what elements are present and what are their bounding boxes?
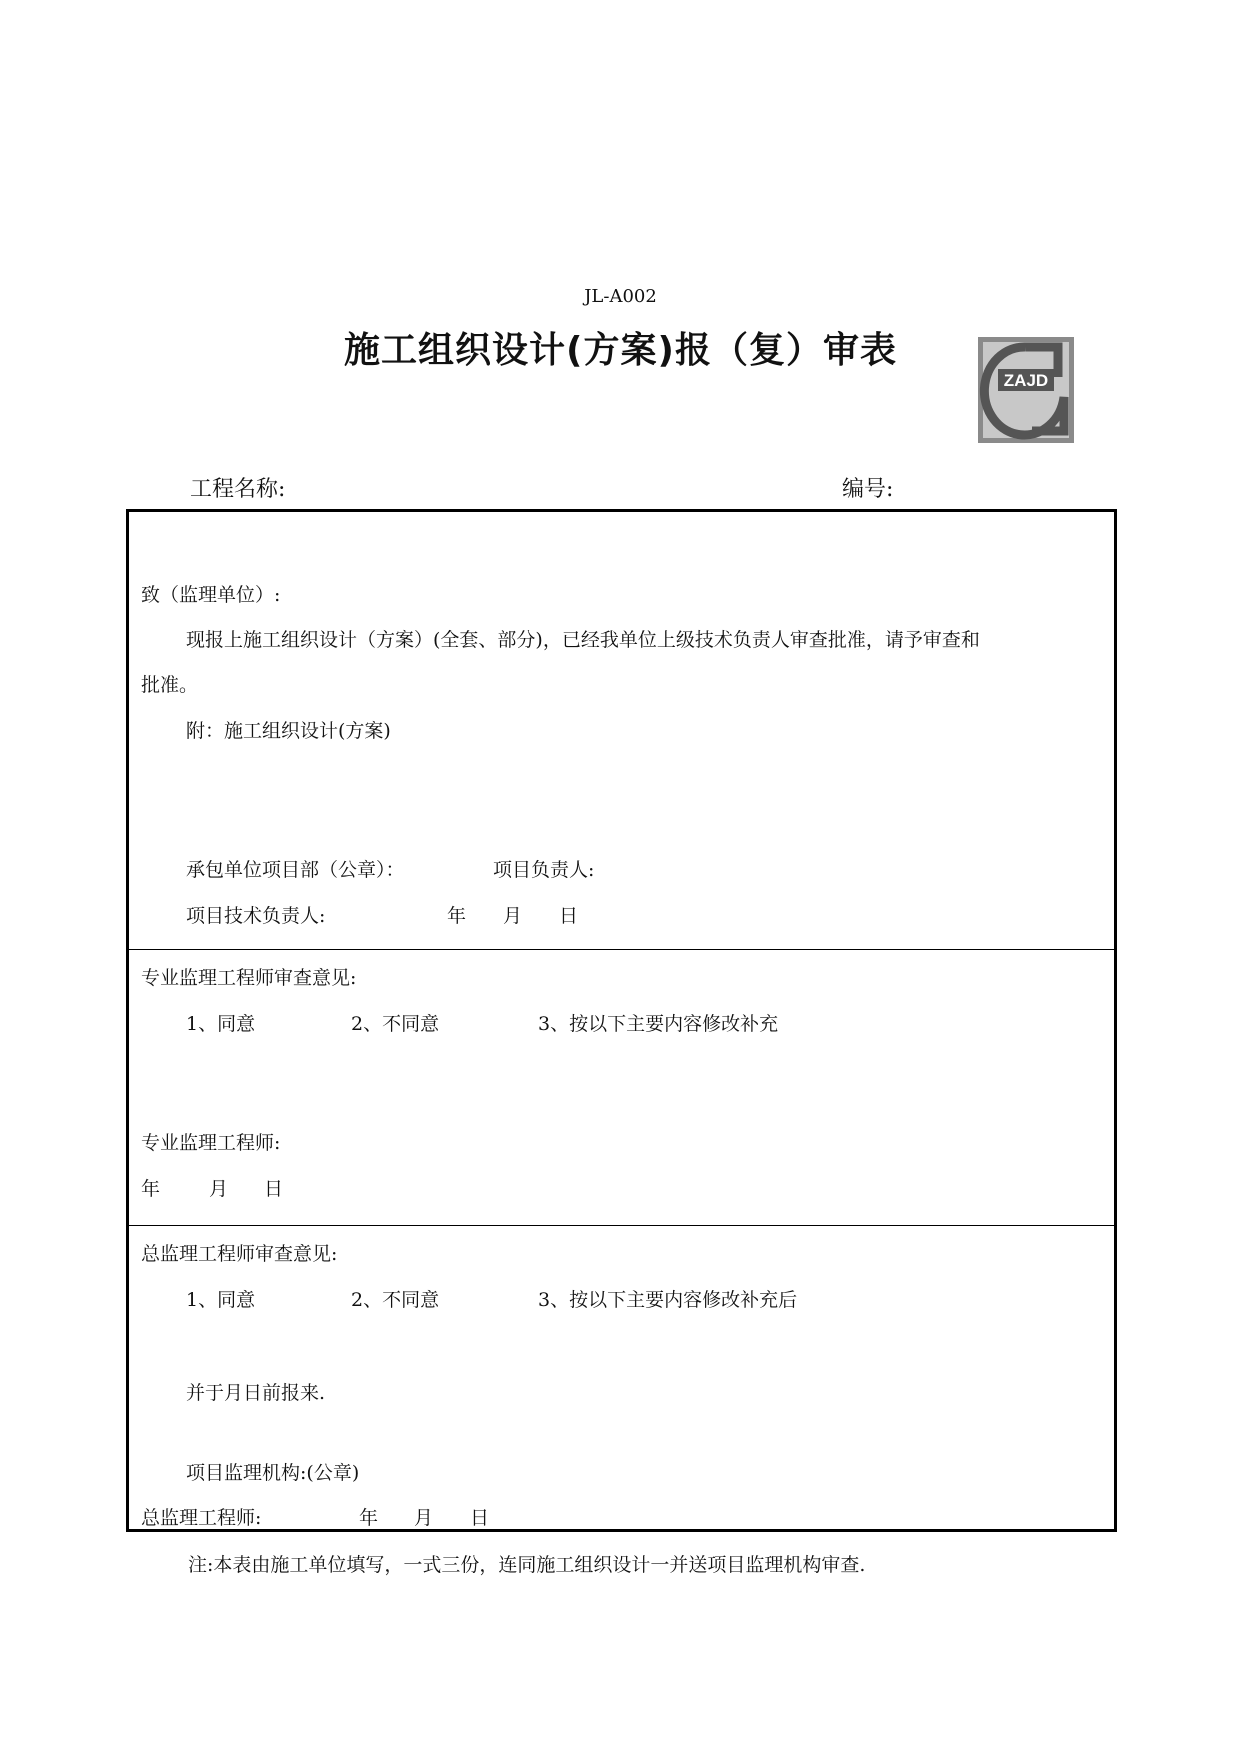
engineer-review-section <box>129 949 1114 1226</box>
deadline-line: 并于月日前报来. <box>186 1382 326 1404</box>
addressee-line: 致（监理单位）: <box>141 584 281 606</box>
option-disagree: 2、不同意 <box>351 1013 440 1035</box>
project-name-label: 工程名称: <box>190 477 286 502</box>
chief-review-section <box>129 1225 1114 1529</box>
footnote: 注:本表由施工单位填写，一式三份，连同施工组织设计一并送项目监理机构审查. <box>188 1554 866 1576</box>
month-label: 月 <box>414 1507 434 1529</box>
year-label: 年 <box>141 1178 161 1200</box>
contractor-seal-label: 承包单位项目部（公章）： <box>186 859 405 881</box>
chief-opinion-heading: 总监理工程师审查意见: <box>141 1243 338 1265</box>
project-leader-label: 项目负责人: <box>493 859 595 881</box>
year-label: 年 <box>447 905 467 927</box>
document-code: JL-A002 <box>584 286 657 307</box>
engineer-signature-label: 专业监理工程师: <box>141 1132 281 1154</box>
option-agree: 1、同意 <box>186 1013 256 1035</box>
submission-text: 现报上施工组织设计（方案）(全套、部分)，已经我单位上级技术负责人审查批准，请予审查和 <box>186 629 980 651</box>
option-agree: 1、同意 <box>186 1289 256 1311</box>
submission-section <box>129 512 1114 950</box>
submission-text-cont: 批准。 <box>141 674 199 696</box>
zajd-logo <box>978 337 1074 443</box>
month-label: 月 <box>209 1178 229 1200</box>
chief-signature-label: 总监理工程师: <box>141 1507 262 1529</box>
logo-text: ZAJD <box>1003 371 1049 390</box>
day-label: 日 <box>470 1507 490 1529</box>
month-label: 月 <box>503 905 523 927</box>
option-revise: 3、按以下主要内容修改补充后 <box>538 1289 798 1311</box>
supervision-org-seal: 项目监理机构:(公章) <box>186 1462 360 1484</box>
tech-leader-label: 项目技术负责人: <box>186 905 326 927</box>
day-label: 日 <box>559 905 579 927</box>
attachment-line: 附：施工组织设计(方案) <box>186 720 391 742</box>
option-revise: 3、按以下主要内容修改补充 <box>538 1013 779 1035</box>
option-disagree: 2、不同意 <box>351 1289 440 1311</box>
number-label: 编号: <box>842 477 894 502</box>
review-form-table <box>126 509 1117 1532</box>
year-label: 年 <box>359 1507 379 1529</box>
day-label: 日 <box>264 1178 284 1200</box>
engineer-opinion-heading: 专业监理工程师审查意见: <box>141 967 357 989</box>
form-title: 施工组织设计(方案)报（复）审表 <box>344 330 897 371</box>
